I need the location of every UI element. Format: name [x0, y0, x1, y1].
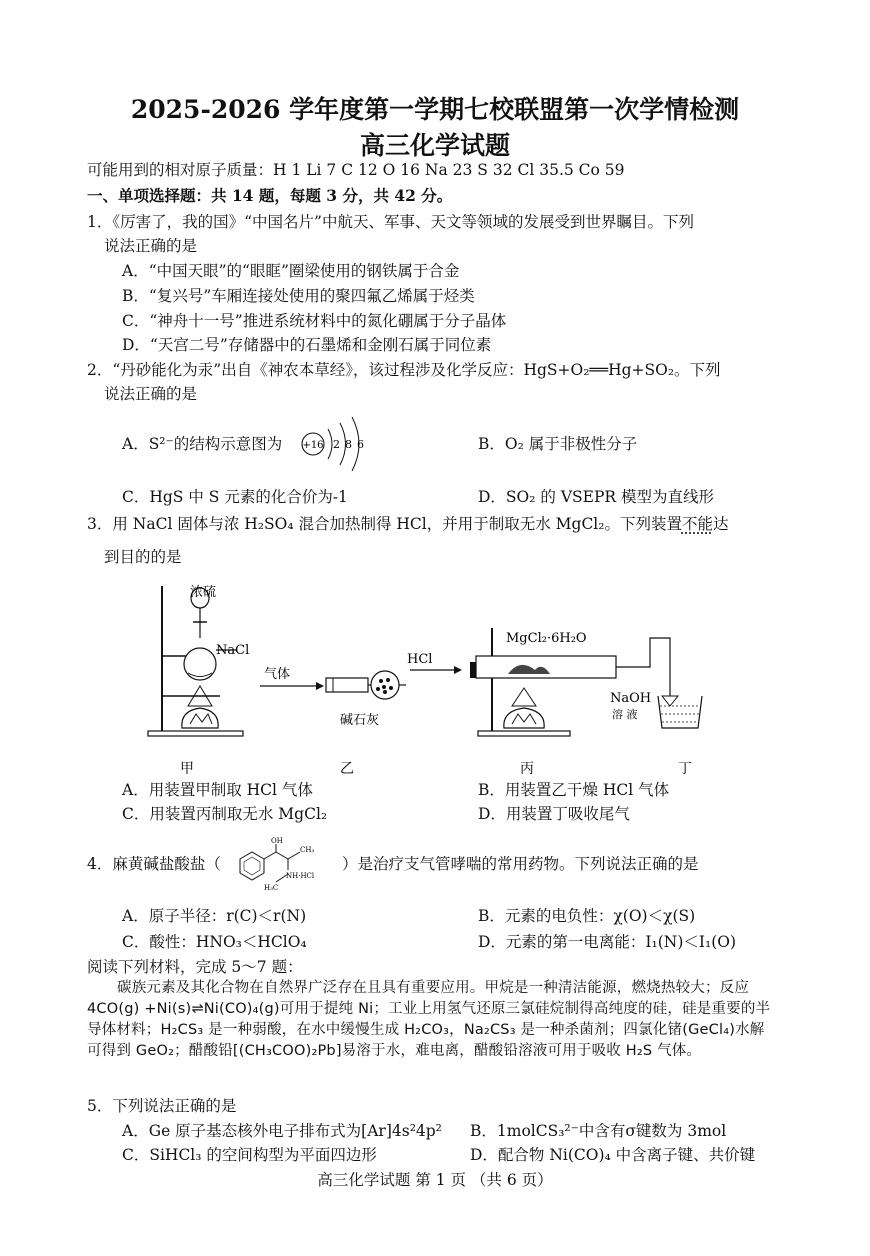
caption-jia: 甲 — [180, 761, 194, 777]
mol-h3c: H₃C — [264, 884, 279, 892]
q2-option-c: C．HgS 中 S 元素的化合价为-1 — [122, 488, 348, 506]
label-hcl: HCl — [407, 652, 433, 667]
q4-option-d: D．元素的第一电离能：I₁(N)＜I₁(O) — [478, 933, 737, 951]
apparatus-jia — [148, 586, 243, 736]
shell-3-electrons: 6 — [357, 438, 364, 451]
caption-bing: 丙 — [520, 761, 534, 777]
q1-stem-line2: 说法正确的是 — [104, 237, 198, 255]
label-nacl: NaCl — [216, 643, 250, 658]
section-heading: 一、单项选择题：共 14 题，每题 3 分，共 42 分。 — [87, 186, 453, 205]
mol-ch3: CH₃ — [300, 846, 315, 854]
reading-paragraph: 碳族元素及其化合物在自然界广泛存在且具有重要应用。甲烷是一种清洁能源，燃烧热较大；反应 4CO(g) +Ni(s)⇌Ni(CO)₄(g)可用于提纯 Ni；工业上用氢气还原三氯硅烷制得高纯度的硅，硅是重要的半导体材料；H₂CS₃ 是一种弱酸，在水中缓慢生成 H₂CO₃，Na₂CS₃ 是一种杀菌剂；四氯化锗(GeCl₄)水解可得到 GeO₂；醋酸铅[(CH₃COO)₂Pb]易溶于水，难电离，醋酸铅溶液可用于吸收 H₂S 气体。 — [87, 980, 771, 1059]
nucleus-charge: +16 — [302, 440, 324, 451]
mol-nh-hcl: NH·HCl — [286, 872, 315, 880]
q4-stem-pre: 4．麻黄碱盐酸盐（ — [87, 855, 221, 873]
label-gas: 气体 — [264, 667, 291, 682]
q2-stem-line2: 说法正确的是 — [104, 385, 198, 403]
exam-subtitle: 高三化学试题 — [359, 131, 510, 160]
q4-option-b: B．元素的电负性：χ(O)＜χ(S) — [478, 907, 696, 925]
caption-yi: 乙 — [340, 761, 354, 777]
shell-1-electrons: 2 — [333, 438, 340, 451]
q3-apparatus-figure — [140, 578, 720, 778]
reading-intro: 阅读下列材料，完成 5～7 题： — [87, 958, 303, 976]
page-footer: 高三化学试题 第 1 页 （共 6 页） — [317, 1171, 553, 1189]
q5-option-a: A．Ge 原子基态核外电子排布式为[Ar]4s²4p² — [122, 1122, 442, 1140]
q1-option-b: B．“复兴号”车厢连接处使用的聚四氟乙烯属于烃类 — [122, 287, 475, 305]
apparatus-ding — [645, 638, 702, 728]
q1-option-d: D．“天宫二号”存储器中的石墨烯和金刚石属于同位素 — [122, 336, 492, 354]
label-solution: 溶 液 — [612, 708, 638, 721]
q3-stem-line1 — [87, 514, 729, 534]
q4-option-a: A．原子半径：r(C)＜r(N) — [122, 907, 307, 925]
q2-option-d: D．SO₂ 的 VSEPR 模型为直线形 — [478, 488, 714, 506]
q2-option-b: B．O₂ 属于非极性分子 — [478, 435, 638, 453]
q3-stem-pre: 3．用 NaCl 固体与浓 H₂SO₄ 混合加热制得 HCl，并用于制取无水 MgCl₂。下列装置 — [87, 515, 682, 533]
q3-option-d: D．用装置丁吸收尾气 — [478, 805, 630, 823]
q1-stem-line1: 1．《厉害了，我的国》“中国名片”中航天、军事、天文等领域的发展受到世界瞩目。下列 — [87, 213, 694, 231]
q5-option-d: D．配合物 Ni(CO)₄ 中含离子键、共价键 — [470, 1146, 756, 1164]
sulfide-ion-structure-diagram — [300, 415, 380, 473]
q3-option-a: A．用装置甲制取 HCl 气体 — [122, 781, 313, 799]
q5-option-c: C．SiHCl₃ 的空间构型为平面四边形 — [122, 1146, 377, 1164]
q5-stem: 5．下列说法正确的是 — [87, 1097, 237, 1115]
q3-stem-post: 达 — [713, 515, 729, 533]
label-mgcl2-hydrate: MgCl₂·6H₂O — [506, 631, 587, 646]
exam-title: 2025-2026 学年度第一学期七校联盟第一次学情检测 — [130, 95, 740, 124]
q3-option-c: C．用装置丙制取无水 MgCl₂ — [122, 805, 328, 823]
q4-stem-post: ）是治疗支气管哮喘的常用药物。下列说法正确的是 — [342, 855, 699, 873]
q1-option-c: C．“神舟十一号”推进系统材料中的氮化硼属于分子晶体 — [122, 312, 507, 330]
q3-stem-line2: 到目的的是 — [104, 548, 182, 566]
q3-emphasis: 不能 — [681, 515, 713, 533]
shell-2-electrons: 8 — [345, 438, 352, 451]
atomic-masses: 可能用到的相对原子质量：H 1 Li 7 C 12 O 16 Na 23 S 32 Cl 35.5 Co 59 — [87, 161, 625, 179]
caption-ding: 丁 — [678, 761, 692, 777]
ephedrine-hcl-structure — [234, 834, 334, 892]
q2-stem-line1: 2．“丹砂能化为汞”出自《神农本草经》，该过程涉及化学反应：HgS+O₂══Hg+SO₂。下列 — [87, 361, 721, 379]
q5-option-b: B．1molCS₃²⁻中含有σ键数为 3mol — [470, 1122, 727, 1140]
q3-option-b: B．用装置乙干燥 HCl 气体 — [478, 781, 670, 799]
label-conc-acid: 浓硫 — [190, 585, 217, 600]
q4-option-c: C．酸性：HNO₃＜HClO₄ — [122, 933, 307, 951]
q1-option-a: A．“中国天眼”的“眼眶”圈梁使用的钢铁属于合金 — [122, 262, 460, 280]
label-naoh: NaOH — [610, 691, 652, 706]
q2-option-a: A．S²⁻的结构示意图为 — [122, 435, 283, 453]
mol-oh: OH — [271, 837, 283, 845]
label-soda-lime: 碱石灰 — [340, 713, 380, 728]
